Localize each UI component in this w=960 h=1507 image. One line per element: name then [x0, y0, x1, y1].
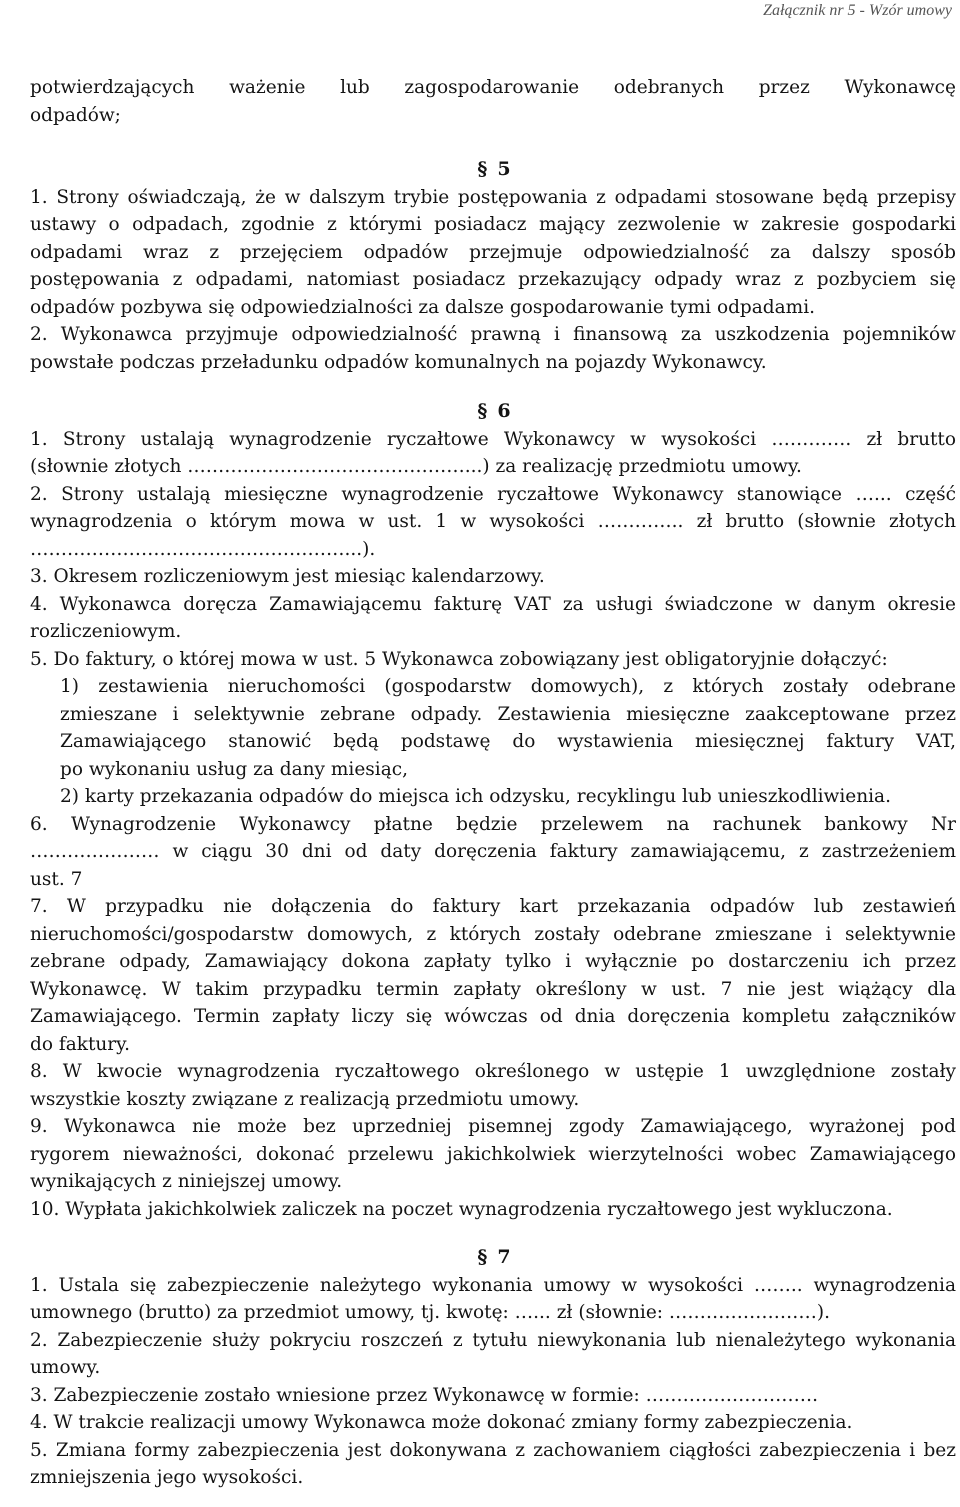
- paragraph-5-1: [30, 184, 956, 322]
- text-line: 3. Okresem rozliczeniowym jest miesiąc kalendarzowy.: [30, 566, 545, 587]
- text-line: 3. Zabezpieczenie zostało wniesione przez Wykonawcę w formie: ……………………….: [30, 1384, 818, 1406]
- text-line: 1) zestawienia nieruchomości (gospodarstw domowych), z których zostały odebrane: [60, 676, 956, 697]
- text-line: ……………………………………………...).: [30, 538, 376, 560]
- text-line: 7. W przypadku nie dołączenia do faktury kart przekazania odpadów lub zestawień: [30, 896, 956, 917]
- text-line: 2. Zabezpieczenie służy pokryciu roszczeń z tytułu niewykonania lub nienależytego wykonania: [30, 1329, 956, 1351]
- paragraph-7-5: [30, 1437, 956, 1492]
- text-line: 1. Strony oświadczają, że w dalszym trybie postępowania z odpadami stosowane będą przepisy: [30, 186, 956, 208]
- paragraph-6-5: [30, 646, 956, 674]
- text-line: potwierdzających ważenie lub zagospodarowanie odebranych przez Wykonawcę: [30, 77, 956, 98]
- text-line: odpadami wraz z przejęciem odpadów przejmuje odpowiedzialność za dalszy sposób: [30, 241, 956, 263]
- text-line: postępowania z odpadami, natomiast posiadacz przekazujący odpady wraz z pozbyciem się: [30, 269, 956, 290]
- text-line: (słownie złotych ………………………………………...) za realizację przedmiotu umowy.: [30, 456, 802, 477]
- text-line: Wykonawcę. W takim przypadku termin zapłaty określony w ust. 7 nie jest wiążący dla: [30, 978, 956, 1000]
- text-line: Zamawiającego. Termin zapłaty liczy się wówczas od dnia doręczenia kompletu załączników: [30, 1006, 956, 1027]
- section-5: [30, 156, 956, 376]
- text-line: rygorem nieważności, dokonać przelewu jakichkolwiek wierzytelności wobec Zamawiającego: [30, 1143, 956, 1165]
- text-line: do faktury.: [30, 1033, 131, 1055]
- text-line: umowy.: [30, 1357, 101, 1378]
- text-line: rozliczeniowym.: [30, 621, 182, 642]
- text-line: powstałe podczas przeładunku odpadów komunalnych na pojazdy Wykonawcy.: [30, 351, 767, 373]
- text-line: zmieszane i selektywnie zebrane odpady. Zestawienia miesięczne zaakceptowane przez: [60, 703, 956, 725]
- text-line: wynikających z niniejszej umowy.: [30, 1171, 343, 1192]
- text-line: ………………… w ciągu 30 dni od daty doręczenia faktury zamawiającemu, z zastrzeżeniem: [30, 841, 956, 862]
- section-heading: § 7: [30, 1244, 956, 1272]
- text-line: ustawy o odpadach, zgodnie z którymi posiadacz mający zezwolenie w zakresie gospodarki: [30, 214, 956, 235]
- text-line: po wykonaniu usług za dany miesiąc,: [60, 758, 408, 780]
- text-line: 1. Strony ustalają wynagrodzenie ryczałtowe Wykonawcy w wysokości …………. zł brutto: [30, 428, 956, 450]
- attachment-header: Załącznik nr 5 - Wzór umowy: [763, 2, 952, 19]
- paragraph-5-2: [30, 321, 956, 376]
- text-line: Zamawiającego stanowić będą podstawę do wystawienia miesięcznej faktury VAT,: [60, 731, 956, 752]
- paragraph-6-7: [30, 893, 956, 1058]
- text-line: 2) karty przekazania odpadów do miejsca ich odzysku, recyklingu lub unieszkodliwienia.: [60, 786, 891, 807]
- text-line: 5. Do faktury, o której mowa w ust. 5 Wykonawca zobowiązany jest obligatoryjnie dołączyć:: [30, 648, 888, 670]
- paragraph-6-1: [30, 426, 956, 481]
- paragraph-7-4: [30, 1409, 956, 1437]
- text-line: umownego (brutto) za przedmiot umowy, tj. kwotę: …... zł (słownie: ……………………).: [30, 1302, 830, 1323]
- paragraph-6-4: [30, 591, 956, 646]
- text-line: odpadów pozbywa się odpowiedzialności za dalsze gospodarowanie tymi odpadami.: [30, 296, 816, 318]
- section-sign-icon: §: [477, 1246, 488, 1268]
- text-line: odpadów;: [30, 104, 121, 126]
- text-line: 9. Wykonawca nie może bez uprzedniej pisemnej zgody Zamawiającego, wyrażonej pod: [30, 1116, 956, 1137]
- sublist-item-2: [30, 783, 956, 811]
- text-line: 6. Wynagrodzenie Wykonawcy płatne będzie przelewem na rachunek bankowy Nr: [30, 813, 956, 835]
- paragraph-7-2: [30, 1327, 956, 1382]
- text-line: 10. Wypłata jakichkolwiek zaliczek na poczet wynagrodzenia ryczałtowego jest wykluczona.: [30, 1198, 893, 1220]
- section-heading: § 6: [30, 398, 956, 426]
- section-heading: § 5: [30, 156, 956, 184]
- text-line: nieruchomości/gospodarstw domowych, z których zostały odebrane zmieszane i selektywnie: [30, 923, 956, 945]
- text-line: 5. Zmiana formy zabezpieczenia jest dokonywana z zachowaniem ciągłości zabezpieczenia i bez: [30, 1439, 956, 1461]
- paragraph-6-2: [30, 481, 956, 564]
- text-line: 4. Wykonawca doręcza Zamawiającemu fakturę VAT za usługi świadczone w danym okresie: [30, 593, 956, 615]
- text-line: ust. 7: [30, 868, 83, 890]
- text-line: zebrane odpady, Zamawiający dokona zapłaty tylko i wyłącznie po dostarczeniu ich przez: [30, 951, 956, 972]
- text-line: zmniejszenia jego wysokości.: [30, 1467, 304, 1488]
- text-line: 1. Ustala się zabezpieczenie należytego wykonania umowy w wysokości …….. wynagrodzenia: [30, 1274, 956, 1296]
- section-sign-icon: §: [477, 400, 488, 422]
- paragraph-7-3: [30, 1382, 956, 1410]
- section-sign-icon: §: [477, 158, 488, 180]
- text-line: wynagrodzenia o którym mowa w ust. 1 w wysokości ………….. zł brutto (słownie złotych: [30, 511, 956, 532]
- intro-paragraph: [30, 74, 956, 129]
- paragraph-7-1: [30, 1272, 956, 1327]
- text-line: wszystkie koszty związane z realizacją przedmiotu umowy.: [30, 1088, 580, 1110]
- paragraph-6-6: [30, 811, 956, 894]
- paragraph-6-9: [30, 1113, 956, 1196]
- paragraph-6-8: [30, 1058, 956, 1113]
- section-6: [30, 398, 956, 1223]
- paragraph-6-10: [30, 1196, 956, 1224]
- section-7: [30, 1244, 956, 1492]
- text-line: 8. W kwocie wynagrodzenia ryczałtowego określonego w ustępie 1 uwzględnione zostały: [30, 1061, 956, 1082]
- sublist-item-1: [30, 673, 956, 783]
- text-line: 4. W trakcie realizacji umowy Wykonawca może dokonać zmiany formy zabezpieczenia.: [30, 1412, 853, 1433]
- text-line: 2. Wykonawca przyjmuje odpowiedzialność prawną i finansową za uszkodzenia pojemników: [30, 324, 956, 345]
- text-line: 2. Strony ustalają miesięczne wynagrodzenie ryczałtowe Wykonawcy stanowiące …... część: [30, 483, 956, 505]
- paragraph-6-3: [30, 563, 956, 591]
- contract-body: [30, 74, 956, 1492]
